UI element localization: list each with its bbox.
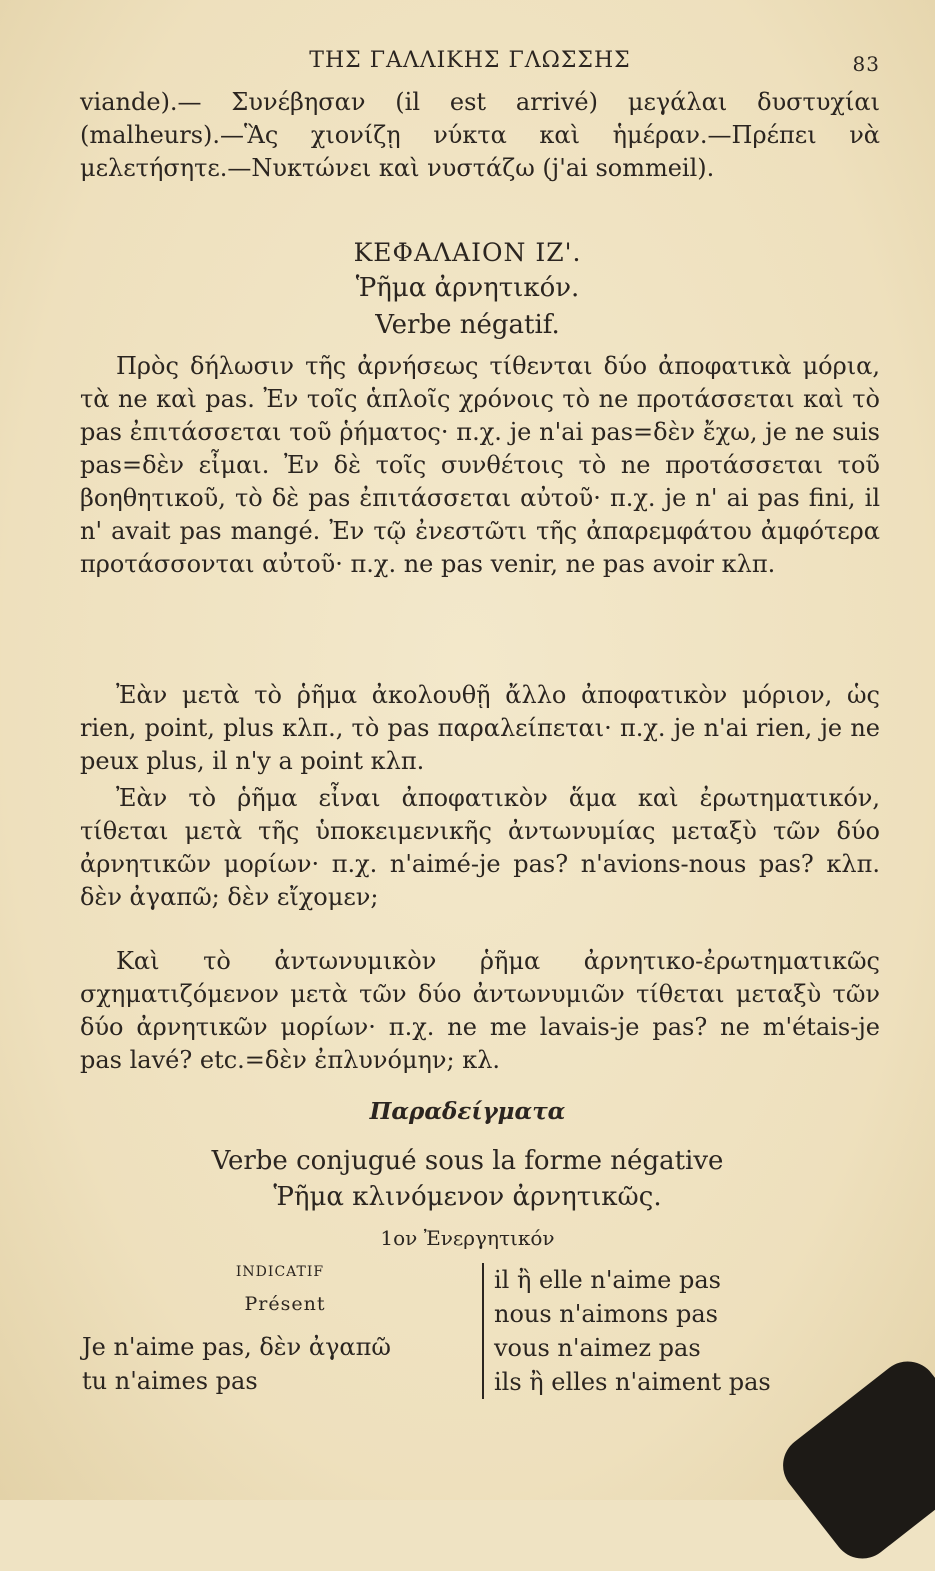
running-header	[60, 48, 880, 78]
conjugation-right-column	[482, 1263, 771, 1399]
intro-paragraph: viande).— Συνέβησαν (il est arrivé) μεγάλαι δυστυχίαι (malheurs).—Ἃς χιονίζῃ νύκτα καὶ ἡμέραν.—Πρέπει νὰ μελετήσητε.—Νυκτώνει καὶ νυστάζω (j'ai sommeil).	[80, 88, 880, 182]
conjugation-line: vous n'aimez pas	[494, 1334, 701, 1362]
tense-label: Présent	[244, 1293, 326, 1315]
conjugation-line: il ἢ elle n'aime pas	[494, 1266, 721, 1294]
paragraph-4: Καὶ τὸ ἀντωνυμικὸν ῥῆμα ἀρνητικο-ἐρωτηματικῶς σχηματιζόμενον μετὰ τῶν δύο ἀντωνυμιῶν τίθεται μεταξὺ τῶν δύο ἀρνητικῶν μορίων· π.χ. ne me lavais-je pas? ne m'étais-je pas lavé? etc.=δὲν ἐπλυνόμην; κλ.	[80, 947, 880, 1074]
paragraph-3: Ἐὰν τὸ ῥῆμα εἶναι ἀποφατικὸν ἅμα καὶ ἐρωτηματικόν, τίθεται μετὰ τῆς ὑποκειμενικῆς ἀντωνυμίας μεταξὺ τῶν δύο ἀρνητικῶν μορίων· π.χ. n'aimé-je pas? n'avions-nous pas? κλπ. δὲν ἀγαπῶ; δὲν εἴχομεν;	[80, 784, 880, 911]
examples-line-french: Verbe conjugué sous la forme négative	[211, 1146, 724, 1176]
conjugation-line: Je n'aime pas, δὲν ἀγαπῶ	[82, 1333, 391, 1361]
mood-label: INDICATIF	[235, 1264, 325, 1280]
conjugation-left-column	[82, 1330, 391, 1398]
page-number: 83	[852, 52, 880, 76]
page-corner-shadow	[771, 1349, 935, 1570]
conjugation-line: nous n'aimons pas	[494, 1300, 718, 1328]
examples-line-greek: Ῥῆμα κλινόμενον ἀρνητικῶς.	[273, 1182, 662, 1212]
header-title: ΤΗΣ ΓΑΛΛΙΚΗΣ ΓΛΩΣΣΗΣ	[309, 48, 631, 73]
conjugation-line: tu n'aimes pas	[82, 1367, 258, 1395]
chapter-title: ΚΕΦΑΛΑΙΟΝ ΙΖ'.	[353, 238, 582, 267]
paragraph-2: Ἐὰν μετὰ τὸ ῥῆμα ἀκολουθῇ ἄλλο ἀποφατικὸν μόριον, ὡς rien, point, plus κλπ., τὸ pas παραλείπεται· π.χ. je n'ai rien, je ne peux plus, il n'y a point κλπ.	[80, 681, 880, 775]
paragraph-1: Πρὸς δήλωσιν τῆς ἀρνήσεως τίθενται δύο ἀποφατικὰ μόρια, τὰ ne καὶ pas. Ἐν τοῖς ἁπλοῖς χρόνοις τὸ ne προτάσσεται καὶ τὸ pas ἐπιτάσσεται τοῦ ῥήματος· π.χ. je n'ai pas=δὲν ἔχω, je ne suis pas=δὲν εἶμαι. Ἐν δὲ τοῖς συνθέτοις τὸ ne προτάσσεται τοῦ βοηθητικοῦ, τὸ δὲ pas ἐπιτάσσεται αὐτοῦ· π.χ. je n' ai pas fini, il n' avait pas mangé. Ἐν τῷ ἐνεστῶτι τῆς ἀπαρεμφάτου ἀμφότερα προτάσσονται αὐτοῦ· π.χ. ne pas venir, ne pas avoir κλπ.	[80, 352, 880, 578]
voice-label: 1ον Ἐνεργητικόν	[380, 1226, 555, 1250]
conjugation-line: ils ἢ elles n'aiment pas	[494, 1368, 771, 1396]
examples-heading: Παραδείγματα	[369, 1098, 566, 1125]
chapter-subtitle-greek: Ῥῆμα ἀρνητικόν.	[355, 273, 580, 303]
chapter-subtitle-french: Verbe négatif.	[375, 310, 560, 340]
